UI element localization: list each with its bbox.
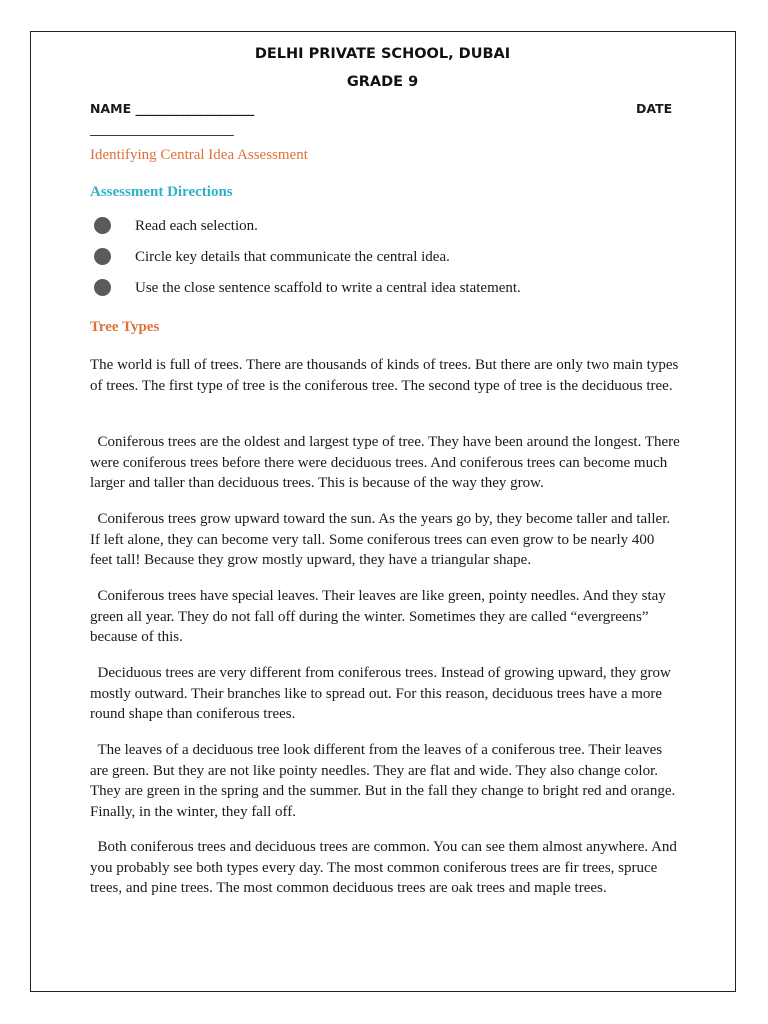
passage-paragraph: Both coniferous trees and deciduous trees are common. You can see them almost anywhere. And you probably see both types every day. The most common coniferous trees are fir trees, spruce trees, and pine trees. The most common deciduous trees are oak trees and maple trees. xyxy=(90,839,681,896)
direction-text: Use the close sentence scaffold to write a central idea statement. xyxy=(135,280,521,296)
passage-paragraph: Coniferous trees have special leaves. Their leaves are like green, pointy needles. And they stay green all year. They do not fall off during the winter. Sometimes they are called “evergreens” because of this. xyxy=(90,588,670,645)
directions-heading: Assessment Directions xyxy=(90,184,233,200)
direction-item xyxy=(90,278,675,309)
bullet-icon xyxy=(94,279,111,296)
directions-list xyxy=(90,216,675,309)
date-underline: _______________________ xyxy=(90,121,234,136)
direction-text: Circle key details that communicate the central idea. xyxy=(135,249,450,265)
direction-item xyxy=(90,216,675,247)
date-label: DATE xyxy=(636,101,673,116)
assessment-title: Identifying Central Idea Assessment xyxy=(90,147,308,163)
passage-paragraph: Coniferous trees grow upward toward the sun. As the years go by, they become taller and taller. If left alone, they can become very tall. Some coniferous trees can even grow to be nearly 400 feet tall! Because they grow mostly upward, they have a triangular shape. xyxy=(90,511,674,568)
bullet-icon xyxy=(94,248,111,265)
passage-paragraph: Coniferous trees are the oldest and largest type of tree. They have been around the longest. There were coniferous trees before there were deciduous trees. And coniferous trees can become much larger and taller than deciduous trees. This is because of the way they grow. xyxy=(90,434,684,491)
school-name: DELHI PRIVATE SCHOOL, DUBAI xyxy=(254,46,511,62)
bullet-icon xyxy=(94,217,111,234)
section-heading: Tree Types xyxy=(90,319,160,335)
grade-label: GRADE 9 xyxy=(346,74,419,90)
name-field: NAME ___________________ xyxy=(90,101,255,116)
direction-item xyxy=(90,247,675,278)
passage-paragraph: The world is full of trees. There are thousands of kinds of trees. But there are only two main types of trees. The first type of tree is the coniferous tree. The second type of tree is the deciduous tree. xyxy=(90,357,683,394)
passage-paragraph: The leaves of a deciduous tree look different from the leaves of a coniferous tree. Their leaves are green. But they are not like pointy needles. They are flat and wide. They also change color. They are green in the spring and the summer. But in the fall they change to bright red and orange. Finally, in the winter, they fall off. xyxy=(90,742,679,820)
direction-text: Read each selection. xyxy=(135,218,258,234)
passage-paragraph: Deciduous trees are very different from coniferous trees. Instead of growing upward, they grow mostly outward. Their branches like to spread out. For this reason, deciduous trees have a more round shape than coniferous trees. xyxy=(90,665,675,722)
